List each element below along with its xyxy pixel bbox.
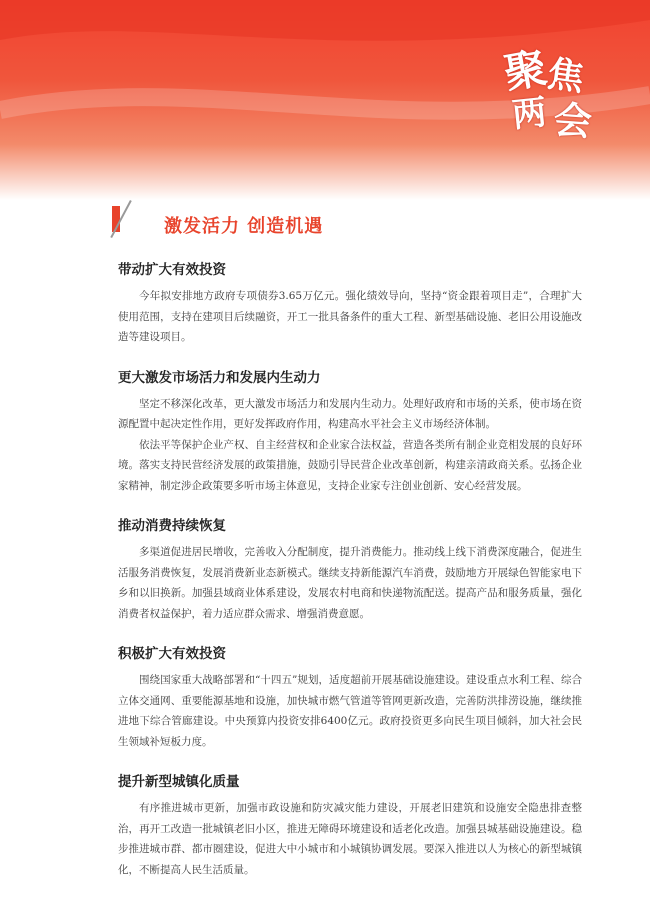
section-heading: 积极扩大有效投资	[118, 646, 226, 662]
article-section	[118, 770, 582, 880]
two-sessions-logo	[492, 38, 622, 148]
logo-char: 焦	[544, 53, 587, 100]
section-title: 激发活力 创造机遇	[164, 216, 324, 237]
article-section	[118, 366, 582, 497]
logo-char: 聚	[500, 42, 551, 99]
logo-char: 会	[552, 97, 594, 145]
section-heading: 带动扩大有效投资	[118, 262, 226, 278]
article-section	[118, 258, 582, 348]
paragraph: 坚定不移深化改革，更大激发市场活力和发展内生动力。处理好政府和市场的关系，使市场在资源配置中起决定性作用，更好发挥政府作用，构建高水平社会主义市场经济体制。	[118, 397, 582, 430]
paragraph: 依法平等保护企业产权、自主经营权和企业家合法权益，营造各类所有制企业竞相发展的良好环境。落实支持民营经济发展的政策措施，鼓励引导民营企业改革创新，构建亲清政商关系。弘扬企业家精神，制定涉企政策要多听市场主体意见，支持企业家专注创业创新、安心经营发展。	[118, 438, 582, 492]
paragraph: 有序推进城市更新，加强市政设施和防灾减灾能力建设，开展老旧建筑和设施安全隐患排查整治，再开工改造一批城镇老旧小区，推进无障碍环境建设和适老化改造。加强县城基础设施建设。稳步推进城市群、都市圈建设，促进大中小城市和小城镇协调发展。要深入推进以人为核心的新型城镇化，不断提高人民生活质量。	[118, 802, 582, 876]
paragraph: 多渠道促进居民增收，完善收入分配制度，提升消费能力。推动线上线下消费深度融合，促进生活服务消费恢复，发展消费新业态新模式。继续支持新能源汽车消费，鼓励地方开展绿色智能家电下乡和以旧换新。加强县域商业体系建设，发展农村电商和快递物流配送。提高产品和服务质量，强化消费者权益保护，着力适应群众需求、增强消费意愿。	[118, 546, 582, 620]
paragraph: 围绕国家重大战略部署和“十四五”规划，适度超前开展基础设施建设。建设重点水利工程、综合立体交通网、重要能源基地和设施，加快城市燃气管道等管网更新改造，完善防洪排涝设施，继续推进地下综合管廊建设。中央预算内投资安排6400亿元。政府投资更多向民生项目倾斜，加大社会民生领域补短板力度。	[118, 674, 582, 748]
paragraph: 今年拟安排地方政府专项债券3.65万亿元。强化绩效导向，坚持“资金跟着项目走”，合理扩大使用范围，支持在建项目后续融资，开工一批具备条件的重大工程、新型基础设施、老旧公用设施改造等建设项目。	[118, 290, 582, 343]
article-section	[118, 642, 582, 752]
header-banner	[0, 0, 650, 200]
logo-char: 两	[510, 92, 549, 136]
section-heading: 更大激发市场活力和发展内生动力	[118, 369, 321, 386]
article-body	[118, 258, 582, 898]
section-heading: 推动消费持续恢复	[118, 518, 226, 534]
article-section	[118, 514, 582, 624]
section-heading: 提升新型城镇化质量	[118, 774, 240, 790]
